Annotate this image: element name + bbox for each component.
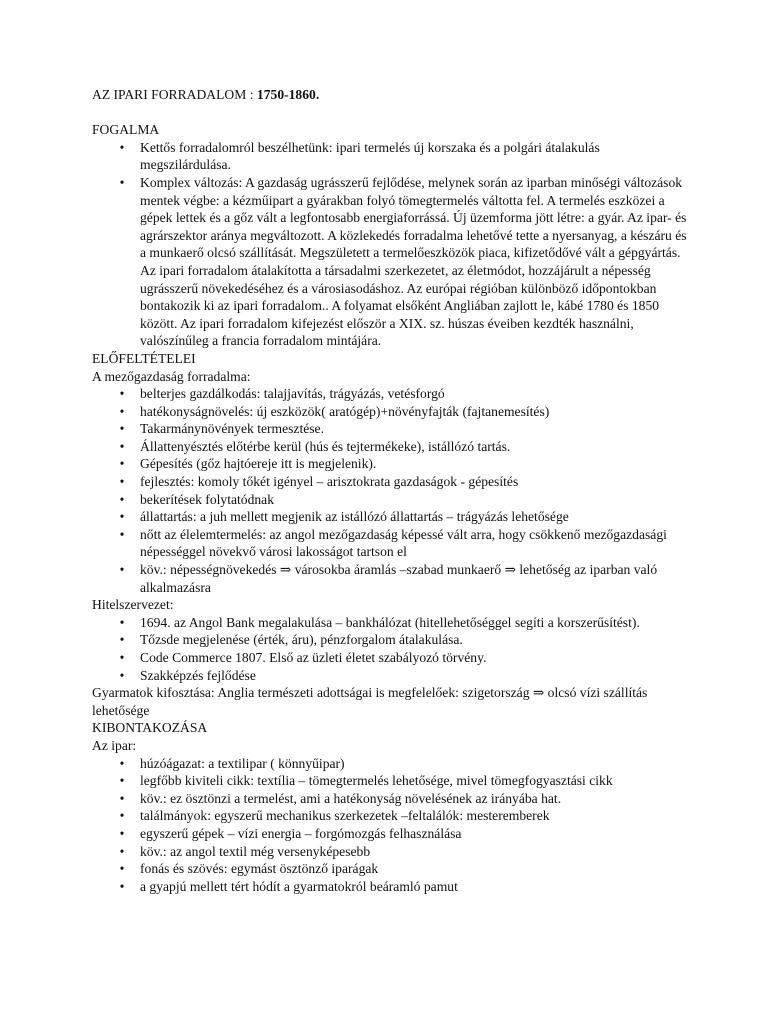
bullet-icon: • [119,861,125,877]
list-item [92,473,692,491]
section [92,719,692,895]
list-item-text: a gyapjú mellett tért hódít a gyarmatokról beáramló pamut [140,878,458,894]
bullet-icon: • [119,773,125,789]
list-item [92,649,692,667]
list-item-text: hatékonyságnövelés: új eszközök( aratógép)+növényfajták (fajtanemesítés) [140,403,550,419]
list-item-text: állattartás: a juh mellett megjenik az istállózó állattartás – trágyázás lehetősége [140,509,569,525]
list-item [92,438,692,456]
list-item [92,631,692,649]
bullet-icon: • [119,438,125,454]
list-item-text: Tőzsde megjelenése (érték, áru), pénzforgalom átalakulása. [140,632,463,648]
list-item [92,790,692,808]
document-title [92,86,692,104]
list-item-text: köv.: ez ösztönzi a termelést, ami a hatékonyság növelésének az irányába hat. [140,790,562,806]
list-item-text: köv.: az angol textil még versenyképesebb [140,843,371,859]
bullet-icon: • [119,386,125,402]
section-heading: FOGALMA [92,122,160,138]
bullet-list [92,614,692,684]
bullet-icon: • [119,491,125,507]
title-years: 1750-1860. [256,87,320,102]
list-item [92,526,692,561]
bullet-icon: • [119,843,125,859]
section-subheading: Gyarmatok kifosztása: Anglia természeti adottságai is megfelelőek: szigetország ⇒ olcsó vízi szállítás lehetősége [92,685,648,718]
list-item-text: Szakképzés fejlődése [140,667,256,683]
bullet-icon: • [119,509,125,525]
list-item [92,174,692,350]
bullet-icon: • [119,526,125,542]
section-subheading: A mezőgazdaság forradalma: [92,368,251,384]
list-item-text: nőtt az élelemtermelés: az angol mezőgazdaság képessé vált arra, hogy csökkenő mezőgazdasági népességgel növekvő városi lakosságot tartson el [140,526,667,560]
list-item [92,508,692,526]
list-item-text: köv.: népességnövekedés ⇒ városokba áramlás –szabad munkaerő ⇒ lehetőség az iparban való alkalmazásra [140,562,658,595]
list-item [92,561,692,596]
list-item-text: bekerítések folytatódnak [140,491,274,507]
section [92,350,692,596]
section-subheading: Hitelszervezet: [92,597,174,613]
bullet-icon: • [119,421,125,437]
list-item [92,860,692,878]
bullet-icon: • [119,650,125,665]
list-item [92,385,692,403]
bullet-icon: • [119,174,125,190]
list-item-text: belterjes gazdálkodás: talajjavítás, trágyázás, vetésforgó [140,386,445,402]
bullet-list [92,385,692,596]
list-item [92,491,692,509]
bullet-icon: • [119,878,125,894]
bullet-list [92,755,692,896]
section-subheading: Az ipar: [92,737,137,753]
list-item-text: egyszerű gépek – vízi energia – forgómozgás felhasználása [140,825,462,841]
document-body [92,86,692,895]
sections [92,121,692,895]
section-heading: KIBONTAKOZÁSA [92,720,208,736]
bullet-icon: • [119,139,125,155]
blank-line [92,104,692,122]
list-item-text: fonás és szövés: egymást ösztönző iparágak [140,861,379,877]
list-item-text: Takarmánynövények termesztése. [140,421,324,437]
bullet-icon: • [119,562,125,578]
list-item [92,667,692,685]
list-item-text: húzóágazat: a textilipar ( könnyűipar) [140,755,345,771]
list-item-text: Code Commerce 1807. Első az üzleti életet szabályozó törvény. [140,650,487,665]
list-item [92,614,692,632]
list-item [92,420,692,438]
title-prefix: AZ IPARI FORRADALOM : [92,87,257,102]
list-item-text: fejlesztés: komoly tőkét igényel – arisztokrata gazdaságok - gépesítés [140,474,519,490]
section [92,596,692,684]
list-item-text: Gépesítés (gőz hajtóereje itt is megjelenik). [140,456,377,472]
list-item-text: Komplex változás: A gazdaság ugrásszerű fejlődése, melynek során az iparban minőségi változások mentek végbe: a kézműipart a gyárakban folyó tömegtermelés váltotta fel. A termelés eszközei a gépek lettek és a gőz vált a legfontosabb energiaforrássá. Új üzemforma jött létre: a gyár. Az ipar- és agrárszektor aránya megváltozott. A közlekedés forradalma lehetővé tette a nyersanyag, a készáru és a munkaerő olcsó szállítását. Megszületett a termelőeszközök piaca, kifizetődővé vált a gépgyártás. Az ipari forradalom átalakította a társadalmi szerkezetet, az életmódot, hozzájárult a népesség ugrásszerű növekedéséhez és a városiasodáshoz. Az európai régióban különböző időpontokban bontakozik ki az ipari forradalom.. A folyamat elsőként Angliában zajlott le, kábé 1780 és 1850 között. Az ipari forradalom kifejezést először a XIX. sz. húszas éveiben kezdték használni, valószínűleg a francia forradalom mintájára. [140,174,687,349]
bullet-icon: • [119,790,125,806]
list-item [92,139,692,174]
list-item [92,455,692,473]
list-item-text: legfőbb kiviteli cikk: textília – tömegtermelés lehetősége, mivel tömegfogyasztási cikk [140,773,613,789]
section-heading: ELŐFELTÉTELEI [92,350,196,366]
list-item [92,772,692,790]
bullet-icon: • [119,614,125,630]
bullet-icon: • [119,667,125,683]
list-item [92,403,692,421]
list-item-text: 1694. az Angol Bank megalakulása – bankhálózat (hitellehetőséggel segíti a korszerűsítést). [140,614,640,630]
list-item [92,807,692,825]
section [92,121,692,350]
bullet-icon: • [119,632,125,648]
list-item [92,878,692,896]
bullet-icon: • [119,755,125,771]
list-item-text: Kettős forradalomról beszélhetünk: ipari termelés új korszaka és a polgári átalakulás megszilárdulása. [140,139,600,173]
section [92,684,692,719]
list-item-text: találmányok: egyszerű mechanikus szerkezetek –feltalálók: mesteremberek [140,808,550,824]
list-item-text: Állattenyésztés előtérbe kerül (hús és tejtermékeke), istállózó tartás. [140,438,511,454]
bullet-icon: • [119,403,125,419]
list-item [92,843,692,861]
list-item [92,755,692,773]
bullet-icon: • [119,474,125,490]
bullet-icon: • [119,808,125,824]
bullet-list [92,139,692,350]
bullet-icon: • [119,456,125,472]
bullet-icon: • [119,825,125,841]
list-item [92,825,692,843]
